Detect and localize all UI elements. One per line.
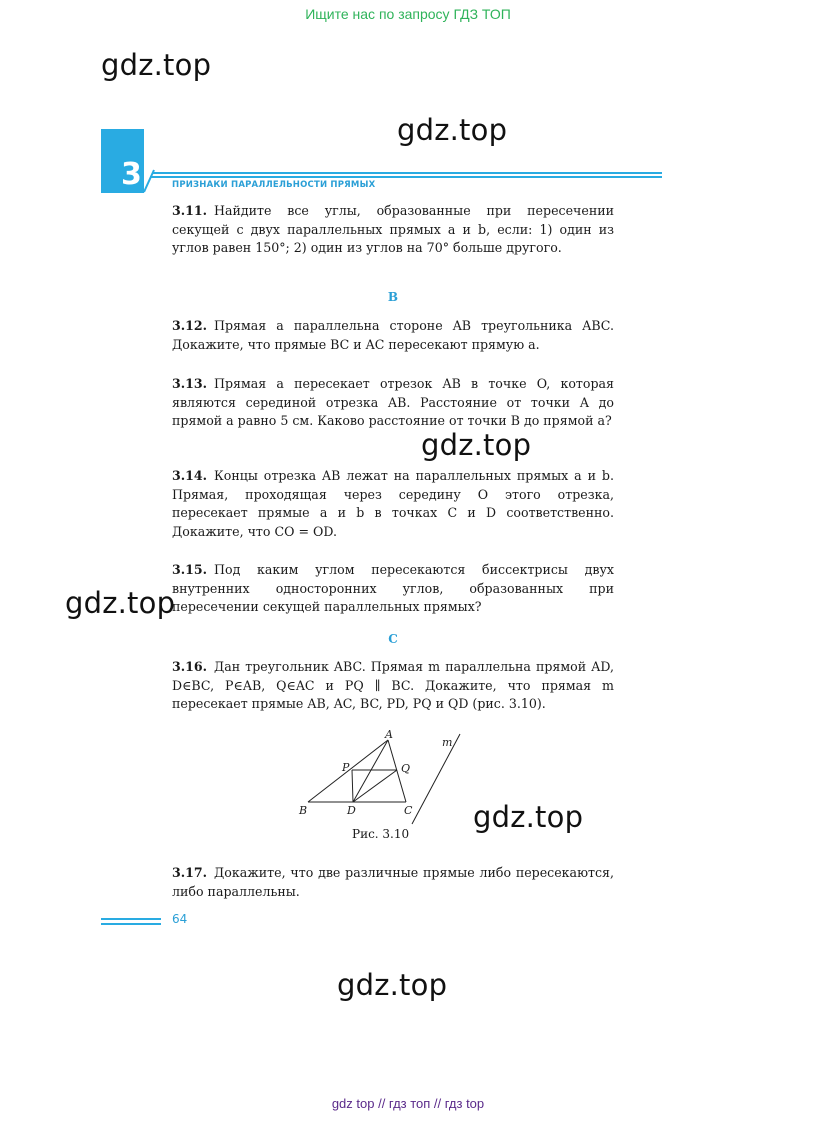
bottom-links[interactable]: gdz top // гдз топ // гдз top <box>331 1096 485 1111</box>
problem-3-11: 3.11. Найдите все углы, образованные при пересечении секущей c двух параллельных прямых a и b, если: 1) один из углов равен 150°; 2) один из углов на 70° больше другого. <box>172 203 614 256</box>
chapter-rule <box>150 176 662 178</box>
chapter-title: ПРИЗНАКИ ПАРАЛЛЕЛЬНОСТИ ПРЯМЫХ <box>172 180 376 190</box>
figure-3-10 <box>290 726 480 826</box>
chapter-number: 3 <box>121 157 142 192</box>
label-b: B <box>299 804 308 817</box>
label-p: P <box>342 761 350 774</box>
problem-3-16: 3.16. Дан треугольник ABC. Прямая m параллельна прямой AD, D∈BC, P∈AB, Q∈AC и PQ ∥ BC. Докажите, что прямая m пересекает прямые AB, AC, BC, PD, PQ и QD (рис. 3.10). <box>172 659 614 712</box>
watermark: gdz.top <box>397 113 508 147</box>
page-rule <box>101 923 161 925</box>
chapter-rule <box>153 172 662 174</box>
watermark: gdz.top <box>473 800 584 834</box>
level-c-heading: C <box>388 632 398 646</box>
watermark: gdz.top <box>421 428 532 462</box>
page-number: 64 <box>172 912 188 926</box>
segment-ad <box>353 740 388 802</box>
label-d: D <box>347 804 356 817</box>
problem-3-12: 3.12. Прямая a параллельна стороне AB треугольника ABC. Докажите, что прямые BC и AC пересекают прямую a. <box>172 318 614 352</box>
label-a: A <box>385 728 393 741</box>
figure-caption: Рис. 3.10 <box>352 827 410 841</box>
level-b-heading: B <box>387 290 399 304</box>
segment-pd <box>352 770 353 802</box>
problem-3-13: 3.13. Прямая a пересекает отрезок AB в точке O, которая являются серединой отрезка AB. Расстояние от точки A до прямой a равно 5 см. Каково расстояние от точки B до прямой a? <box>172 376 614 429</box>
chapter-slash <box>140 168 156 194</box>
problem-3-14: 3.14. Концы отрезка AB лежат на параллельных прямых a и b. Прямая, проходящая через середину O этого отрезка, пересекает прямые a и b в точках C и D соответственно. Докажите, что CO = OD. <box>172 468 614 539</box>
watermark: gdz.top <box>65 586 176 620</box>
problem-3-17: 3.17. Докажите, что две различные прямые либо пересекаются, либо параллельны. <box>172 865 614 899</box>
label-q: Q <box>401 762 411 775</box>
page-rule <box>101 918 161 920</box>
segment-qd <box>353 770 397 802</box>
watermark: gdz.top <box>337 968 448 1002</box>
top-search-link[interactable]: Ищите нас по запросу ГДЗ ТОП <box>305 6 511 22</box>
problem-3-15: 3.15. Под каким углом пересекаются биссектрисы двух внутренних односторонних углов, образованных при пересечении секущей параллельных прямых? <box>172 562 614 615</box>
watermark: gdz.top <box>101 48 212 82</box>
line-m <box>412 734 460 824</box>
label-m: m <box>442 736 453 749</box>
label-c: C <box>404 804 413 817</box>
